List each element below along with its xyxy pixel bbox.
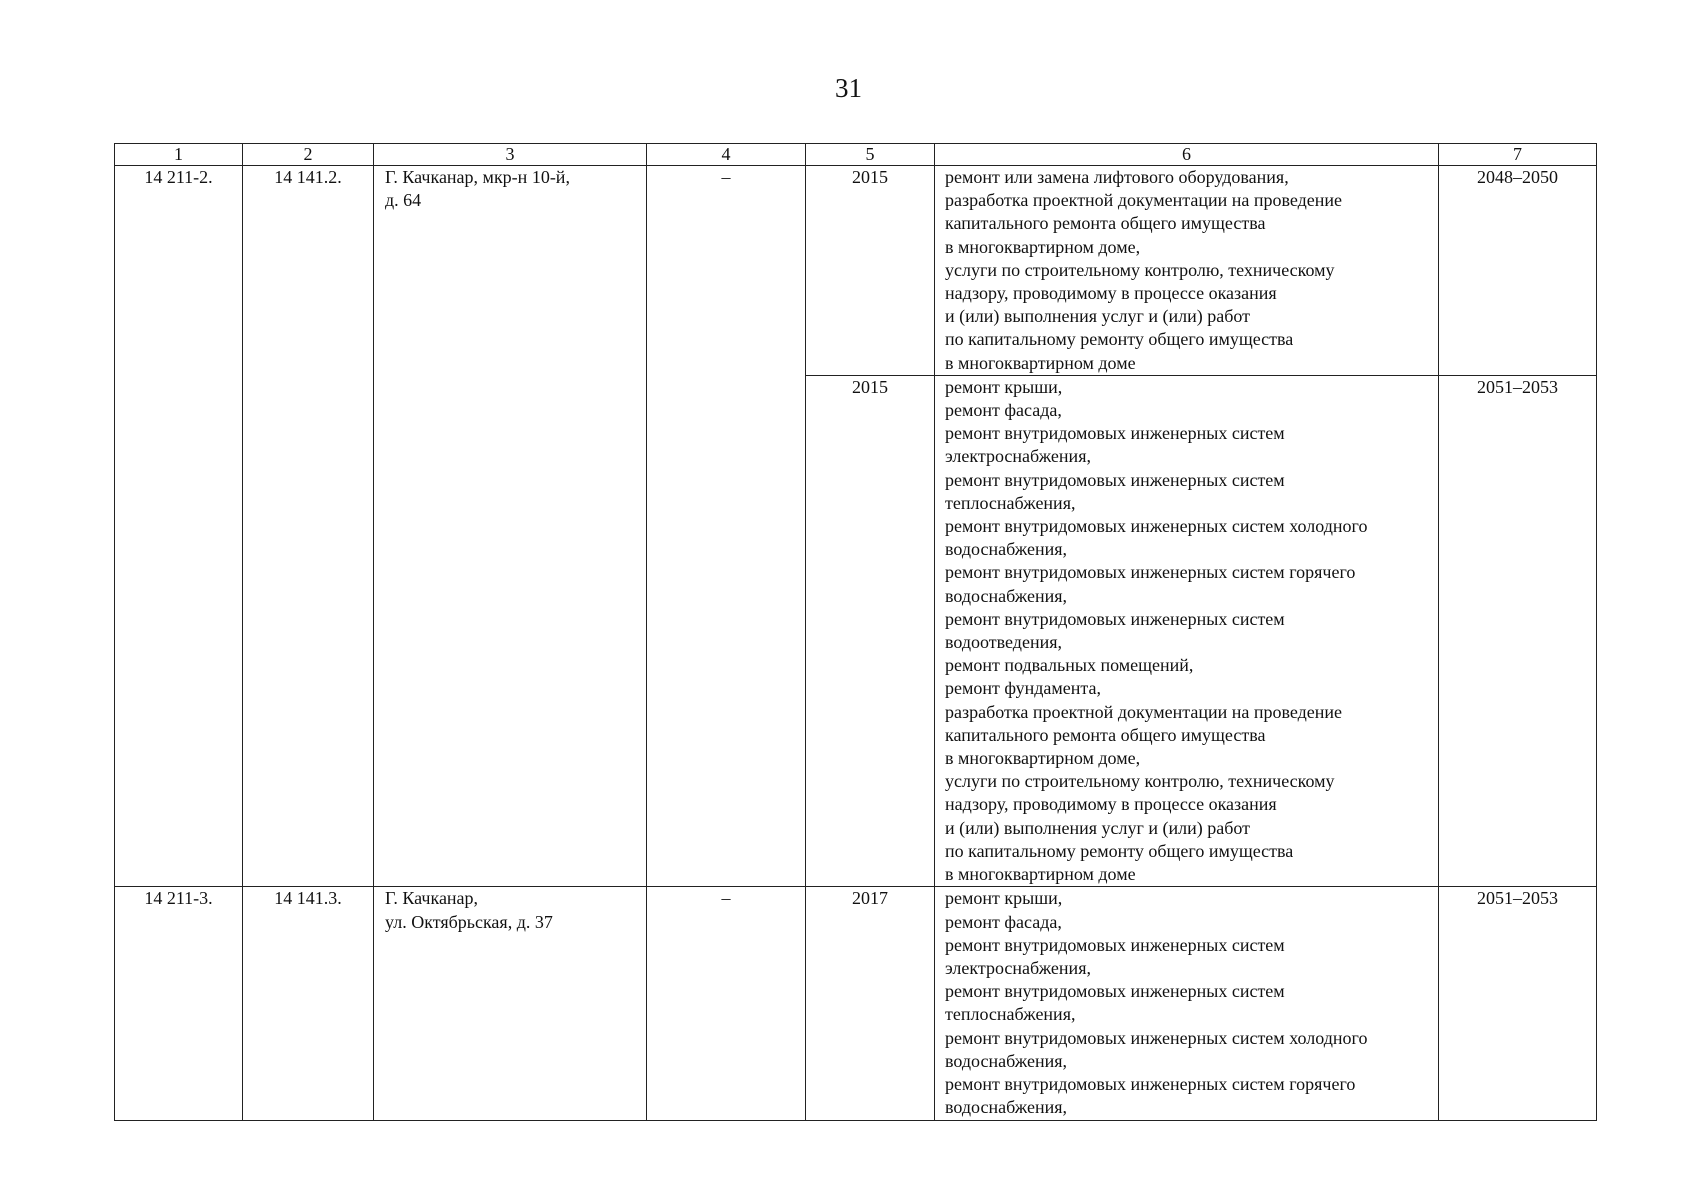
work-line: капитального ремонта общего имущества [945, 213, 1266, 234]
work-line: в многоквартирном доме, [945, 236, 1141, 257]
year-cell: 2015 [806, 166, 935, 376]
row-number: 14 211-3. [115, 887, 243, 1121]
works-cell [935, 375, 1439, 886]
work-line: ремонт внутридомовых инженерных систем [945, 608, 1285, 629]
work-line: ремонт фундамента, [945, 678, 1101, 699]
column-header: 6 [935, 144, 1439, 166]
work-line: ремонт внутридомовых инженерных систем [945, 423, 1285, 444]
work-line: теплоснабжения, [945, 1004, 1076, 1025]
col4-value: – [647, 166, 806, 887]
work-line: услуги по строительному контролю, техническому [945, 771, 1335, 792]
work-line: в многоквартирном доме [945, 864, 1136, 885]
work-line: водоотведения, [945, 632, 1062, 653]
work-line: ремонт внутридомовых инженерных систем горячего [945, 562, 1356, 583]
work-line: водоснабжения, [945, 539, 1068, 560]
table-row [115, 887, 1597, 1121]
work-line: водоснабжения, [945, 585, 1068, 606]
column-number-row [115, 144, 1597, 166]
work-line: ремонт подвальных помещений, [945, 655, 1194, 676]
year-cell: 2015 [806, 375, 935, 886]
work-line: ремонт внутридомовых инженерных систем [945, 469, 1285, 490]
work-line: ремонт внутридомовых инженерных систем холодного [945, 1027, 1368, 1048]
address-line: Г. Качканар, мкр-н 10-й, [385, 167, 570, 187]
work-line: ремонт внутридомовых инженерных систем холодного [945, 516, 1368, 537]
work-line: разработка проектной документации на проведение [945, 190, 1343, 211]
column-header: 7 [1439, 144, 1597, 166]
column-header: 3 [374, 144, 647, 166]
work-line: ремонт фасада, [945, 911, 1062, 932]
year-cell: 2017 [806, 887, 935, 1121]
work-line: и (или) выполнения услуг и (или) работ [945, 817, 1251, 838]
works-cell [935, 887, 1439, 1121]
work-line: ремонт крыши, [945, 888, 1063, 909]
repair-schedule-table [114, 143, 1597, 1121]
column-header: 4 [647, 144, 806, 166]
work-line: по капитальному ремонту общего имущества [945, 840, 1294, 861]
work-line: ремонт внутридомовых инженерных систем [945, 981, 1285, 1002]
work-line: капитального ремонта общего имущества [945, 724, 1266, 745]
work-line: надзору, проводимому в процессе оказания [945, 283, 1277, 304]
work-line: по капитальному ремонту общего имущества [945, 329, 1294, 350]
address-line: д. 64 [385, 190, 422, 211]
column-header: 2 [243, 144, 374, 166]
col4-value: – [647, 887, 806, 1121]
work-line: разработка проектной документации на проведение [945, 701, 1343, 722]
column-header: 1 [115, 144, 243, 166]
column-header: 5 [806, 144, 935, 166]
work-line: ремонт фасада, [945, 400, 1062, 421]
table-row [115, 166, 1597, 376]
address-cell [374, 887, 647, 1121]
work-line: ремонт крыши, [945, 376, 1063, 397]
work-line: электроснабжения, [945, 446, 1091, 467]
address-line: ул. Октябрьская, д. 37 [385, 911, 553, 932]
address-line: Г. Качканар, [385, 888, 479, 909]
work-line: ремонт внутридомовых инженерных систем [945, 934, 1285, 955]
row-number: 14 211-2. [115, 166, 243, 887]
address-cell [374, 166, 647, 887]
page-number: 31 [835, 73, 862, 103]
work-line: ремонт внутридомовых инженерных систем горячего [945, 1073, 1356, 1094]
period-cell: 2048–2050 [1439, 166, 1597, 376]
work-line: ремонт или замена лифтового оборудования, [945, 167, 1289, 187]
building-code: 14 141.3. [243, 887, 374, 1121]
work-line: услуги по строительному контролю, техническому [945, 259, 1335, 280]
work-line: в многоквартирном доме, [945, 748, 1141, 769]
work-line: в многоквартирном доме [945, 352, 1136, 373]
work-line: электроснабжения, [945, 957, 1091, 978]
works-cell [935, 166, 1439, 376]
building-code: 14 141.2. [243, 166, 374, 887]
work-line: водоснабжения, [945, 1050, 1068, 1071]
period-cell: 2051–2053 [1439, 887, 1597, 1121]
work-line: и (или) выполнения услуг и (или) работ [945, 306, 1251, 327]
work-line: надзору, проводимому в процессе оказания [945, 794, 1277, 815]
work-line: теплоснабжения, [945, 492, 1076, 513]
work-line: водоснабжения, [945, 1097, 1068, 1118]
period-cell: 2051–2053 [1439, 375, 1597, 886]
